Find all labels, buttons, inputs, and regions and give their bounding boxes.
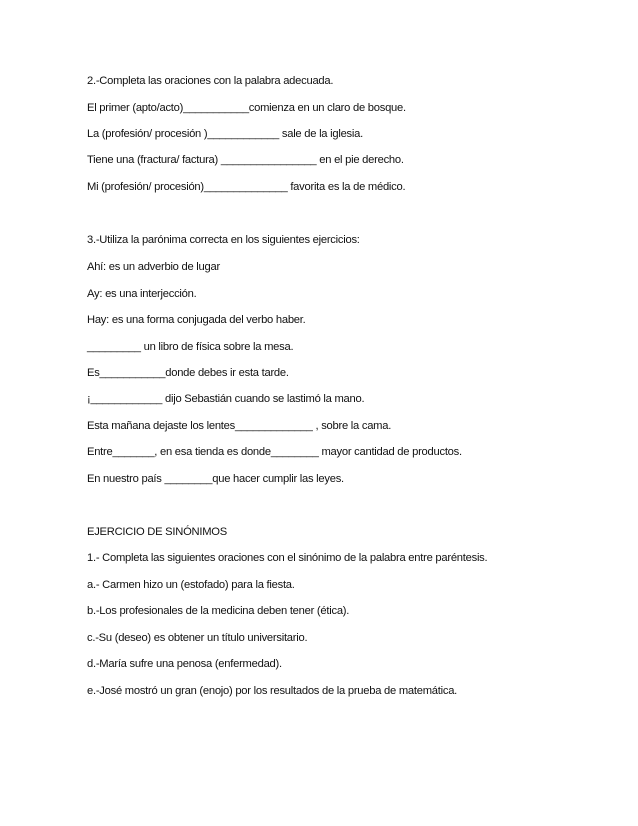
synonyms-heading: EJERCICIO DE SINÓNIMOS xyxy=(87,526,227,538)
section2-sentence-3: Tiene una (fractura/ factura) ________________ en el pie derecho. xyxy=(87,154,404,166)
section3-exercise-4: Esta mañana dejaste los lentes_____________ , sobre la cama. xyxy=(87,420,392,432)
synonyms-item-e: e.-José mostró un gran (enojo) por los resultados de la prueba de matemática. xyxy=(87,685,458,697)
section3-exercise-3: ¡____________ dijo Sebastián cuando se lastimó la mano. xyxy=(87,393,365,405)
section3-exercise-5: Entre_______, en esa tienda es donde________ mayor cantidad de productos. xyxy=(87,446,462,458)
synonyms-item-a: a.- Carmen hizo un (estofado) para la fiesta. xyxy=(87,579,295,591)
section2-heading: 2.-Completa las oraciones con la palabra adecuada. xyxy=(87,75,334,87)
synonyms-item-b: b.-Los profesionales de la medicina deben tener (ética). xyxy=(87,605,350,617)
section3-exercise-2: Es___________donde debes ir esta tarde. xyxy=(87,367,289,379)
synonyms-item-d: d.-María sufre una penosa (enfermedad). xyxy=(87,658,282,670)
section3-definition-ahi: Ahí: es un adverbio de lugar xyxy=(87,261,220,273)
section3-heading: 3.-Utiliza la parónima correcta en los siguientes ejercicios: xyxy=(87,234,360,246)
synonyms-item-c: c.-Su (deseo) es obtener un título universitario. xyxy=(87,632,308,644)
section3-definition-ay: Ay: es una interjección. xyxy=(87,288,197,300)
section2-sentence-1: El primer (apto/acto)___________comienza en un claro de bosque. xyxy=(87,102,406,114)
synonyms-instruction: 1.- Completa las siguientes oraciones con el sinónimo de la palabra entre paréntesis. xyxy=(87,552,488,564)
section3-definition-hay: Hay: es una forma conjugada del verbo haber. xyxy=(87,314,306,326)
section3-exercise-6: En nuestro país ________que hacer cumplir las leyes. xyxy=(87,473,344,485)
section2-sentence-4: Mi (profesión/ procesión)______________ favorita es la de médico. xyxy=(87,181,406,193)
section3-exercise-1: _________ un libro de física sobre la mesa. xyxy=(87,341,294,353)
section2-sentence-2: La (profesión/ procesión )____________ sale de la iglesia. xyxy=(87,128,363,140)
